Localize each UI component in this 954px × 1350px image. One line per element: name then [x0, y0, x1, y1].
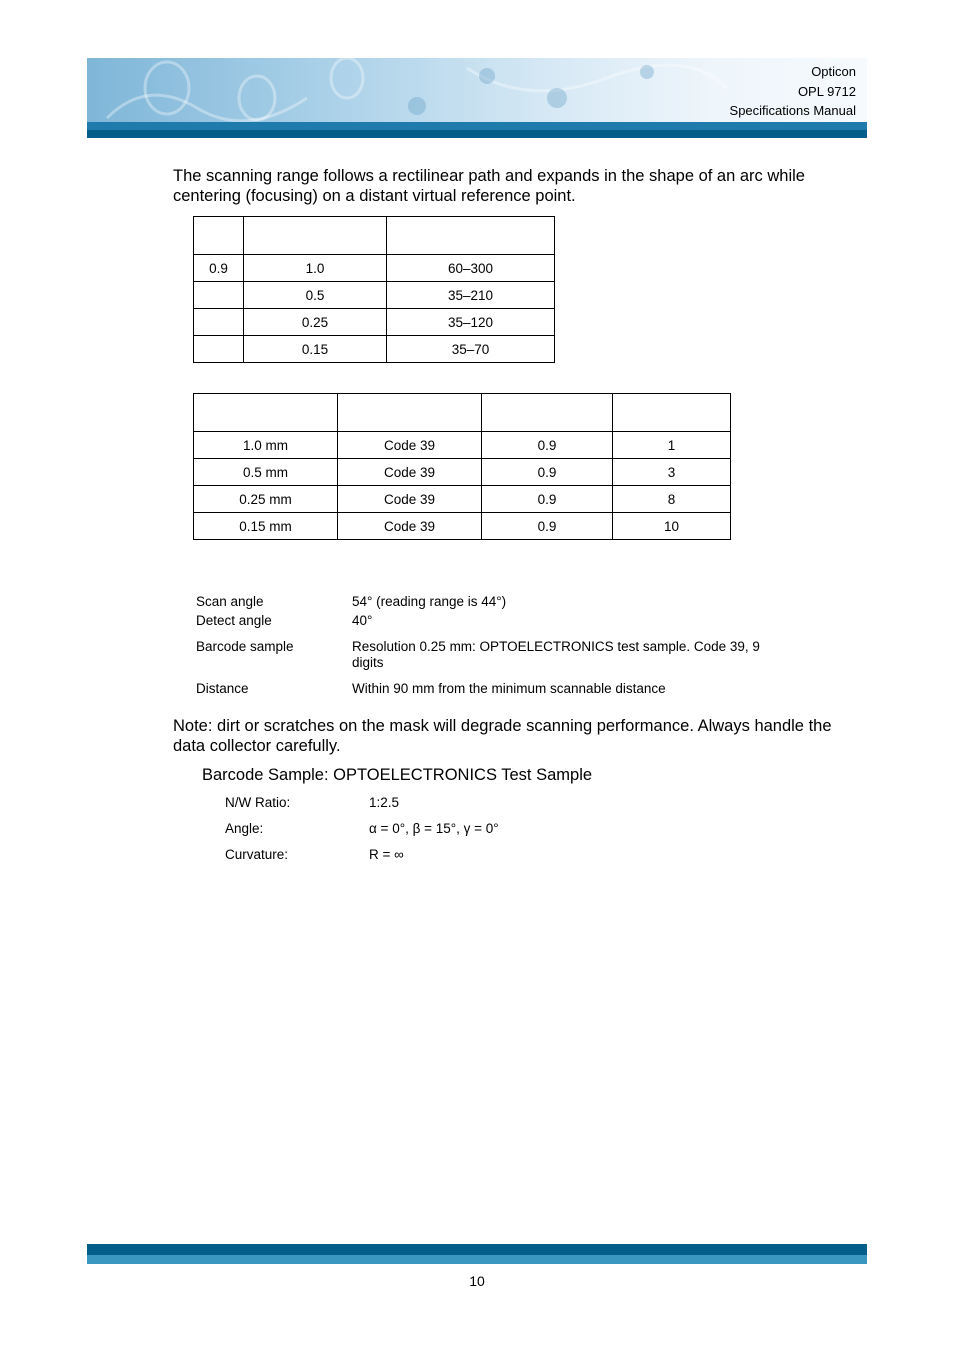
table-header-row [194, 217, 555, 255]
sample-label: N/W Ratio: [225, 795, 291, 810]
page-number: 10 [469, 1273, 485, 1289]
header-banner-image [87, 58, 867, 122]
table-cell: 10 [613, 513, 731, 540]
header-bar-light [87, 122, 867, 130]
table-cell: 1 [613, 432, 731, 459]
table-cell: Code 39 [338, 513, 482, 540]
table-row [194, 282, 555, 309]
table-header-cell [194, 217, 244, 255]
table-header-cell [194, 394, 338, 432]
table-cell: Code 39 [338, 459, 482, 486]
condition-value: Within 90 mm from the minimum scannable distance [352, 681, 666, 696]
table-cell [194, 282, 244, 309]
condition-label: Detect angle [196, 613, 272, 628]
table-cell: 0.15 mm [194, 513, 338, 540]
condition-value: Resolution 0.25 mm: OPTOELECTRONICS test sample. Code 39, 9 digits [352, 639, 760, 670]
table-row [194, 459, 731, 486]
table-header-row [194, 394, 731, 432]
header-company: Opticon [811, 64, 856, 79]
table-row [194, 336, 555, 363]
table-cell: 0.9 [194, 255, 244, 282]
table-cell: Code 39 [338, 432, 482, 459]
barcode-sample-title: Barcode Sample: OPTOELECTRONICS Test Sample [202, 766, 593, 784]
reading-performance-table [193, 393, 731, 540]
table-cell [194, 336, 244, 363]
table-cell: 0.5 [244, 282, 387, 309]
table-row [194, 513, 731, 540]
table-row [194, 486, 731, 513]
footer-bar-dark [87, 1244, 867, 1255]
table-cell: Code 39 [338, 486, 482, 513]
table-cell: 1.0 mm [194, 432, 338, 459]
condition-value: 54° (reading range is 44°) [352, 594, 507, 609]
header-banner [87, 58, 867, 138]
sample-value: α = 0°, β = 15°, γ = 0° [369, 821, 499, 836]
table-cell [194, 309, 244, 336]
header-text [730, 62, 856, 121]
table-cell: 35–70 [387, 336, 555, 363]
table-cell: 35–210 [387, 282, 555, 309]
table-cell: 0.9 [482, 486, 613, 513]
table-cell: 0.9 [482, 513, 613, 540]
table-cell: 0.15 [244, 336, 387, 363]
table-cell: 8 [613, 486, 731, 513]
header-bar-dark [87, 130, 867, 138]
table-cell: 60–300 [387, 255, 555, 282]
header-model: OPL 9712 [797, 83, 856, 99]
table-header-cell [338, 394, 482, 432]
sample-value: R = ∞ [369, 847, 404, 862]
table-cell: 0.9 [482, 432, 613, 459]
table-cell: 1.0 [244, 255, 387, 282]
table-row [194, 255, 555, 282]
table-cell: 0.9 [482, 459, 613, 486]
note-paragraph: Note: dirt or scratches on the mask will degrade scanning performance. Always handle the data collector carefully. [173, 717, 832, 755]
table-cell: 0.5 mm [194, 459, 338, 486]
intro-paragraph: The scanning range follows a rectilinear path and expands in the shape of an arc while centering (focusing) on a distant virtual reference point. [173, 167, 805, 205]
scan-range-table [193, 216, 555, 363]
condition-label: Scan angle [196, 594, 264, 609]
sample-label: Curvature: [225, 847, 289, 862]
condition-value: 40° [352, 613, 373, 628]
condition-label: Barcode sample [196, 639, 294, 654]
table-cell: 35–120 [387, 309, 555, 336]
table-header-cell [387, 217, 555, 255]
table-row [194, 309, 555, 336]
table-cell: 0.25 [244, 309, 387, 336]
table-header-cell [244, 217, 387, 255]
header-doc-title: Specifications Manual [729, 103, 856, 118]
table-header-cell [613, 394, 731, 432]
sample-label: Angle: [225, 821, 264, 836]
sample-value: 1:2.5 [369, 795, 400, 810]
table-cell: 3 [613, 459, 731, 486]
table-header-cell [482, 394, 613, 432]
footer-bar-light [87, 1255, 867, 1264]
table-row [194, 432, 731, 459]
table-cell: 0.25 mm [194, 486, 338, 513]
condition-label: Distance [196, 681, 249, 696]
